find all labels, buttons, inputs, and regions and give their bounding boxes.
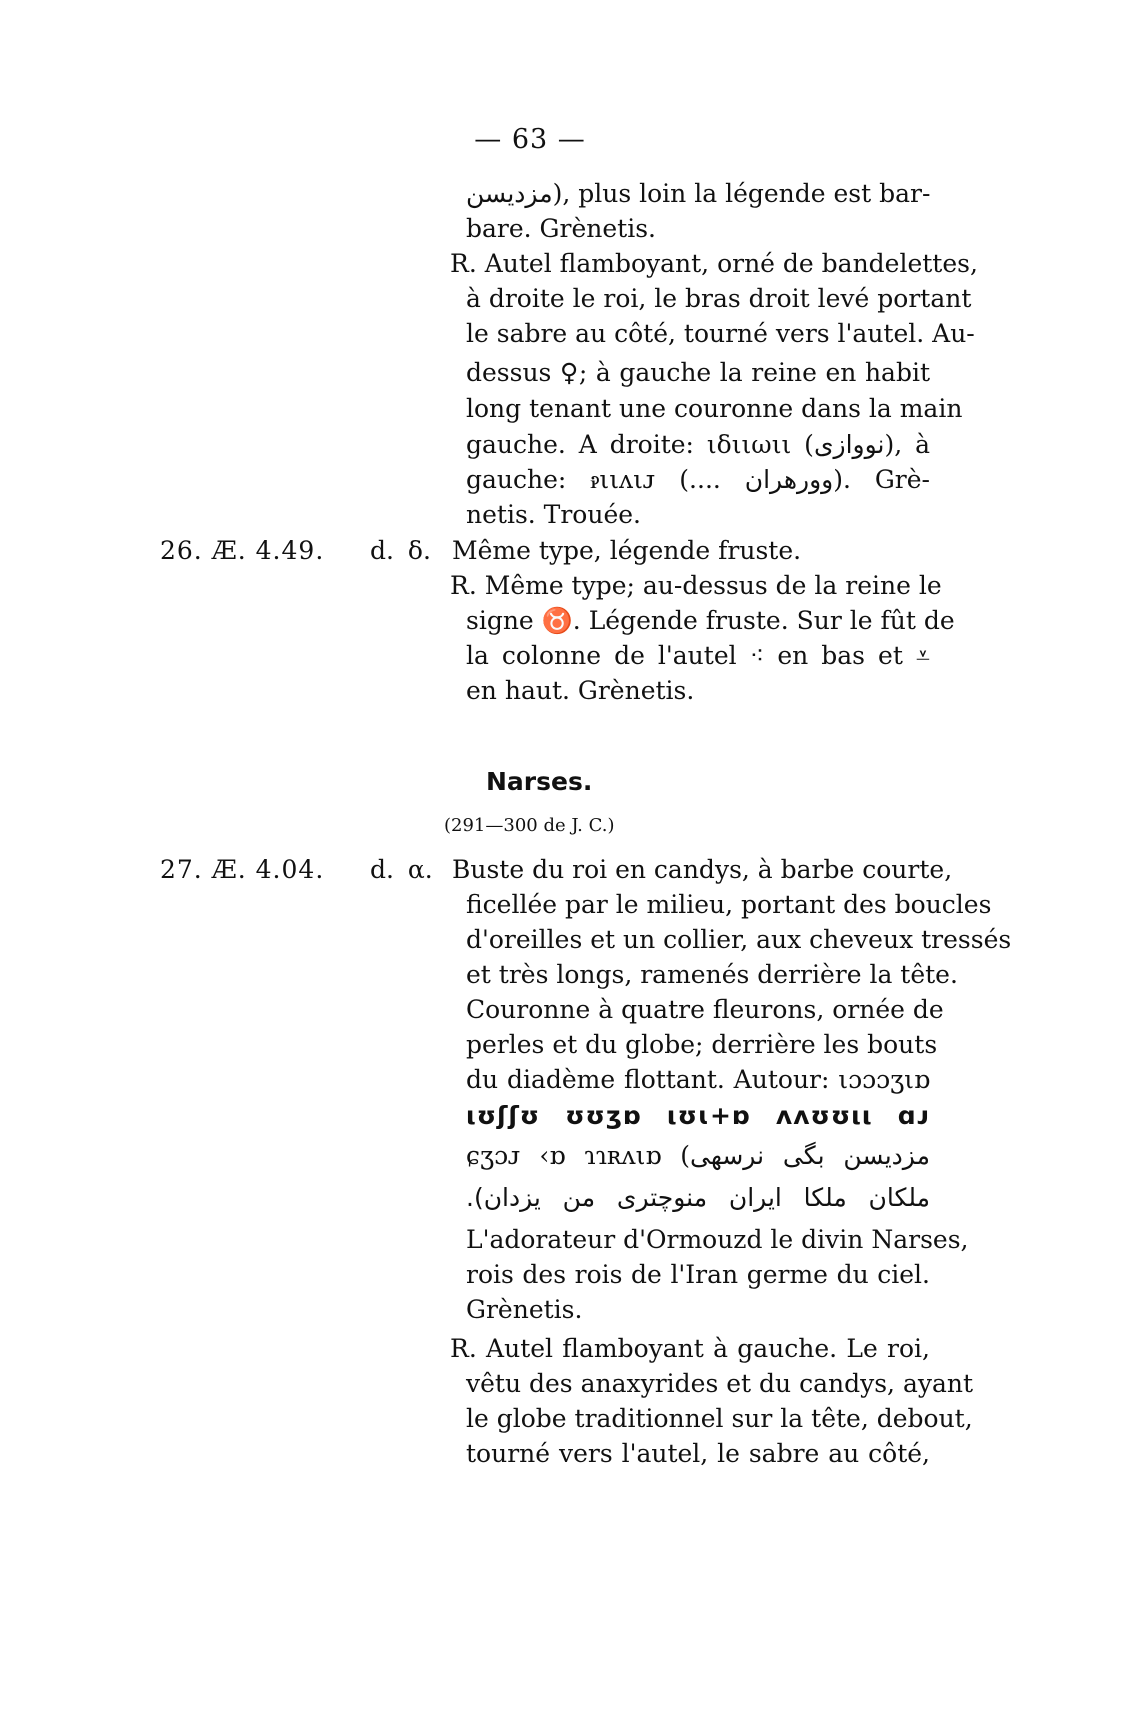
entry27-metal: Æ. (211, 855, 247, 884)
entry27-line-9: ɕʒɔᴊ ‹ɒ ɿɿʀᴧιɒ (مزديسن بگی نرسهی (466, 1141, 930, 1170)
entry27-number: 27. (160, 855, 203, 884)
entry27-line-11: L'adorateur d'Ormouzd le divin Narses, (466, 1225, 969, 1254)
entry27-side-letter: d. (370, 855, 394, 884)
entry25-line-6: dessus ♀; à gauche la reine en habit (466, 358, 930, 387)
entry25-line-5: le sabre au côté, tourné vers l'autel. Au- (466, 319, 975, 348)
entry27-line-7: du diadème flottant. Autour: ιɔɔɔʒιɒ (466, 1065, 930, 1094)
entry27-line-3: d'oreilles et un collier, aux cheveux tressés (466, 925, 1012, 954)
entry26-weight: 4.49. (255, 536, 325, 565)
entry26-line-3: signe ♉. Légende fruste. Sur le fût de (466, 606, 955, 635)
entry26-label (160, 533, 324, 568)
entry27-line-6: perles et du globe; derrière les bouts (466, 1030, 938, 1059)
entry26-side-letter: d. (370, 536, 394, 565)
entry27-reverse-line-2: vêtu des anaxyrides et du candys, ayant (466, 1369, 974, 1398)
entry26-type: δ. (407, 536, 431, 565)
entry27-weight: 4.04. (255, 855, 325, 884)
entry27-line-10: ملکان ملکا ايران منوچتری من يزدان). (466, 1183, 930, 1212)
entry25-line-7: long tenant une couronne dans la main (466, 394, 963, 423)
section-title: Narses. (486, 767, 593, 796)
entry25-line-8: gauche. A droite: ιδιιωιι (نووازی), à (466, 430, 930, 459)
entry27-reverse-line-1: R. Autel flamboyant à gauche. Le roi, (450, 1334, 930, 1363)
entry25-line-9: gauche: ꭾιιᴧιᴊ (.... وورهران). Grè- (466, 465, 930, 494)
entry27-label (160, 852, 324, 887)
page-number: — 63 — (474, 124, 586, 155)
entry27-line-12: rois des rois de l'Iran germe du ciel. (466, 1260, 930, 1289)
entry27-type: α. (407, 855, 433, 884)
entry25-line-10: netis. Trouée. (466, 500, 641, 529)
entry26-metal: Æ. (211, 536, 247, 565)
entry26-line-5: en haut. Grènetis. (466, 676, 695, 705)
entry27-line-13: Grènetis. (466, 1295, 583, 1324)
entry27-line-2: ficellée par le milieu, portant des boucles (466, 890, 992, 919)
entry27-line-5: Couronne à quatre fleurons, ornée de (466, 995, 944, 1024)
entry26-side (370, 533, 431, 568)
entry27-reverse-line-4: tourné vers l'autel, le sabre au côté, (466, 1439, 930, 1468)
entry26-line-4: la colonne de l'autel ⁖ en bas et ⩡ (466, 641, 930, 670)
entry25-line-1: مزديسن), plus loin la légende est bar- (466, 179, 931, 208)
entry27-line-4: et très longs, ramenés derrière la tête. (466, 960, 958, 989)
entry27-side (370, 852, 433, 887)
entry25-line-3: R. Autel flamboyant, orné de bandelettes, (450, 249, 978, 278)
entry26-line-2: R. Même type; au-dessus de la reine le (450, 571, 942, 600)
entry27-line-1: Buste du roi en candys, à barbe courte, (452, 855, 953, 884)
entry25-line-4: à droite le roi, le bras droit levé portant (466, 284, 972, 313)
entry27-reverse-line-3: le globe traditionnel sur la tête, debout, (466, 1404, 973, 1433)
entry25-line-2: bare. Grènetis. (466, 214, 656, 243)
entry26-line-1: Même type, légende fruste. (452, 536, 802, 565)
entry27-line-8: ιʊʃʃʊ ʊʊʒɒ ιʊɩ+ɒ ᴧᴧʊʊιι ɑᴊ (466, 1101, 930, 1130)
entry26-number: 26. (160, 536, 203, 565)
section-date: (291—300 de J. C.) (444, 815, 615, 836)
